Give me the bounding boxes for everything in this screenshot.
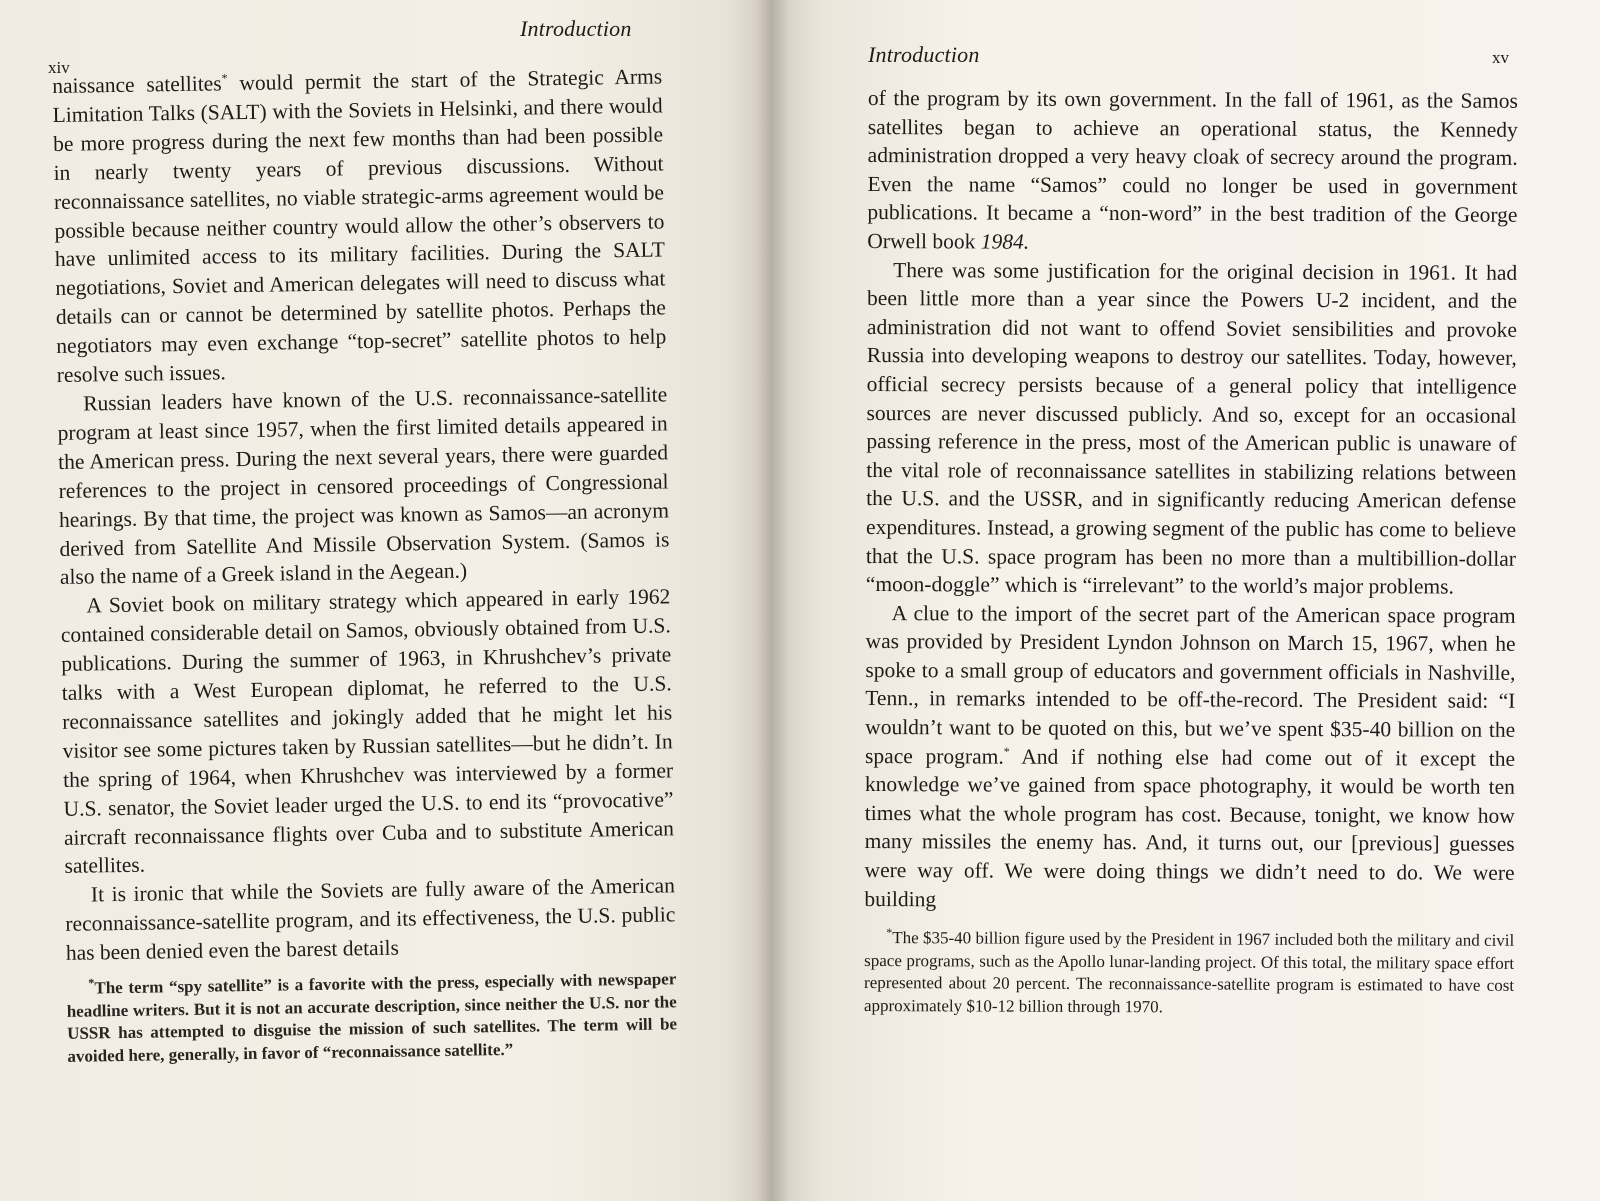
right-paragraph-3-text-b: And if nothing else had come out of it except the knowledge we’ve gained from space photography, it would be worth ten times what the whole program has cost. Because, tonight, we know how many missiles the enemy has. And, it turns out, our [previous] guesses were way off. We were doing things we didn’t need to do. We were building bbox=[864, 744, 1516, 911]
left-paragraph-1-text-a: naissance satellites bbox=[52, 71, 222, 98]
right-page bbox=[772, 0, 1600, 1201]
right-footnote bbox=[864, 927, 1514, 1020]
right-paragraph-2: There was some justification for the original decision in 1961. It had been little more than a year since the Powers U-2 incident, and the administration did not want to offend Soviet sensibilities and provoke Russia into developing weapons to destroy our satellites. Today, however, official secrecy persists because of a general policy that intelligence sources are never discussed publicly. And so, except for an occasional passing reference in the press, most of the American public is unaware of the vital role of reconnaissance satellites in stabilizing relations between the U.S. and the USSR, and in significantly reducing American defense expenditures. Instead, a growing segment of the public has come to believe that the U.S. space program has been no more than a multibillion-dollar “moon-doggle” which is “irrelevant” to the world’s major problems. bbox=[865, 257, 1518, 599]
left-paragraph-1-text-b: would permit the start of the Strategic Arms Limitation Talks (SALT) with the Soviets in Helsinki, and there would be more progress during the next few months than had been possible in nearly twenty years of previous discussions. Without reconnaissance satellites, no viable strategic-arms agreement would be possible because neither country would allow the other’s observers to have unlimited access to its military facilities. During the SALT negotiations, Soviet and American delegates will need to discuss what details can or cannot be determined by satellite photos. Perhaps the negotiators may even exchange “top-secret” satellite photos to help resolve such issues. bbox=[52, 64, 667, 388]
left-page bbox=[0, 0, 772, 1201]
right-paragraph-1-text: of the program by its own government. In the fall of 1961, as the Samos satellites began to achieve an operational status, the Kennedy administration dropped a very heavy cloak of secrecy around the program. Even the name “Samos” could no longer be used in government publications. It became a “non-word” in the best tradition of the George Orwell book bbox=[867, 85, 1518, 254]
footnote-mark: * bbox=[1003, 744, 1010, 759]
right-page-body bbox=[864, 84, 1518, 1020]
left-paragraph-4: It is ironic that while the Soviets are fully aware of the American reconnaissance-satellite program, and its effectiveness, the U.S. public has been denied even the barest details bbox=[65, 873, 676, 966]
right-paragraph-3 bbox=[864, 599, 1515, 916]
footnote-mark: * bbox=[886, 925, 893, 940]
left-footnote-text: The term “spy satellite” is a favorite with the press, especially with newspaper headline writers. But it is not an accurate description, since neither the U.S. nor the USSR has attempted to disguise the mission of such satellites. The term will be avoided here, generally, in favor of “reconnaissance satellite.” bbox=[66, 969, 678, 1066]
right-footnote-text: The $35-40 billion figure used by the President in 1967 included both the military and civil space programs, such as the Apollo lunar-landing project. Of this total, the military space effort represented about 20 percent. The reconnaissance-satellite program is estimated to have cost approximately $10-12 billion through 1970. bbox=[863, 928, 1515, 1017]
left-footnote bbox=[66, 968, 677, 1068]
left-paragraph-1 bbox=[52, 62, 667, 390]
left-page-body bbox=[52, 62, 678, 1068]
left-paragraph-2: Russian leaders have known of the U.S. reconnaissance-satellite program at least since 1957, when the first limited details appeared in the American press. During the next several years, there were guarded references to the project in censored proceedings of Congressional hearings. By that time, the project was known as Samos—an acronym derived from Satellite And Missile Observation System. (Samos is also the name of a Greek island in the Aegean.) bbox=[57, 382, 670, 590]
right-folio: xv bbox=[1492, 48, 1509, 67]
book-title-italic: 1984. bbox=[980, 229, 1030, 254]
left-running-head: Introduction bbox=[520, 16, 632, 41]
footnote-mark: * bbox=[88, 975, 95, 990]
left-paragraph-3: A Soviet book on military strategy which appeared in early 1962 contained considerable detail on Samos, obviously obtained from U.S. publications. During the summer of 1963, in Khrushchev’s private talks with a West European diplomat, he referred to the U.S. reconnaissance satellites and jokingly added that he might let his visitor see some pictures taken by Russian satellites—but he didn’t. In the spring of 1964, when Khrushchev was interviewed by a former U.S. senator, the Soviet leader urged the U.S. to end its “provocative” aircraft reconnaissance flights over Cuba and to substitute American satellites. bbox=[60, 584, 675, 879]
footnote-mark: * bbox=[221, 71, 228, 86]
right-paragraph-1 bbox=[867, 84, 1518, 258]
left-folio: xiv bbox=[48, 58, 70, 77]
right-running-head: Introduction bbox=[868, 42, 980, 67]
right-paragraph-3-text-a: A clue to the import of the secret part of the American space program was provided by President Lyndon Johnson on March 15, 1967, when he spoke to a small group of educators and government officials in Nashville, Tenn., in remarks intended to be off-the-record. The President said: “I wouldn’t want to be quoted on this, but we’ve spent $35-40 billion on the space program. bbox=[865, 600, 1516, 769]
